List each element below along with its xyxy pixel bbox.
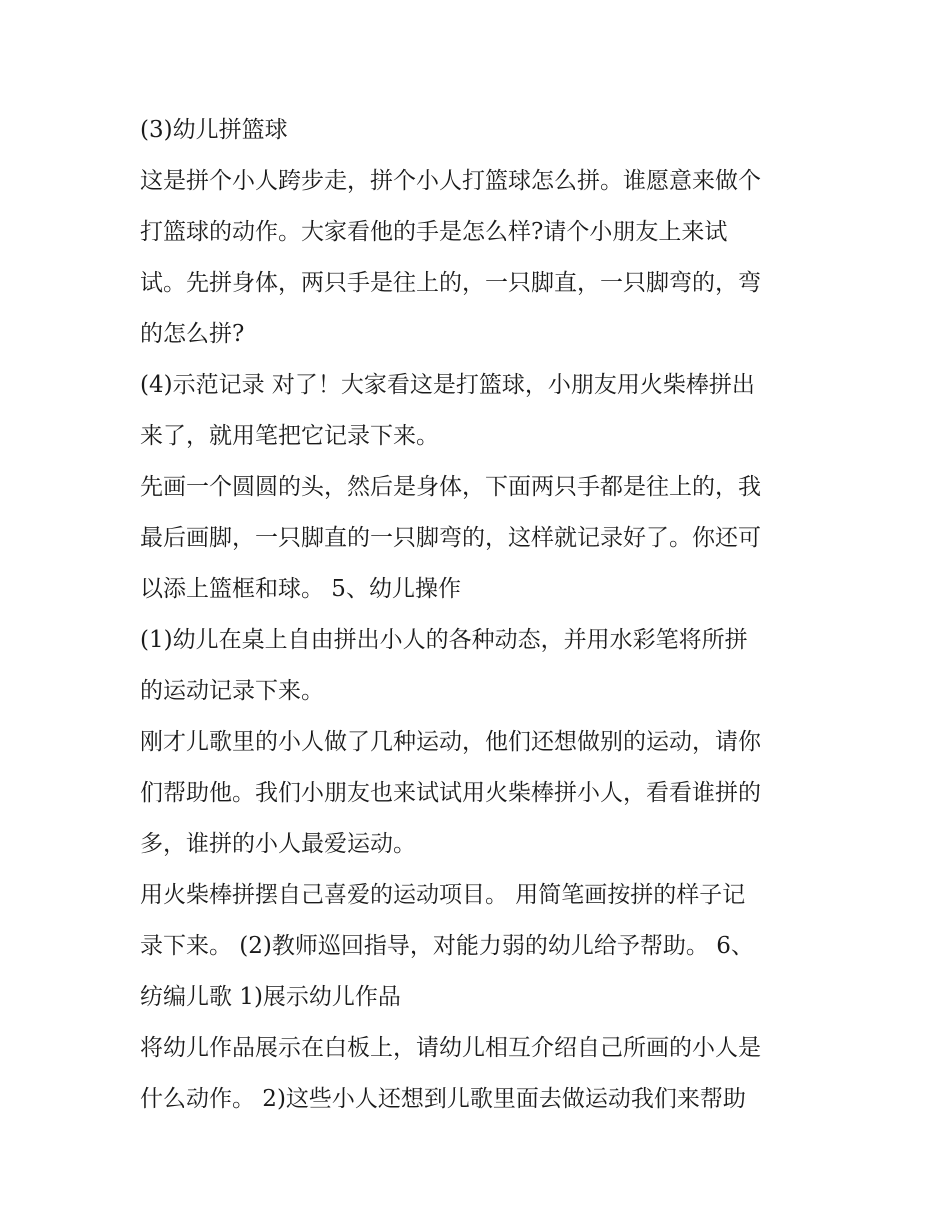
text-line: 打篮球的动作。大家看他的手是怎么样?请个小朋友上来试 <box>140 219 728 245</box>
text-line: 来了，就用笔把它记录下来。 <box>140 423 439 449</box>
text-line: 用火柴棒拼摆自己喜爱的运动项目。 用简笔画按拼的样子记 <box>140 882 746 908</box>
text-line: 先画一个圆圆的头，然后是身体，下面两只手都是往上的，我 <box>140 474 761 500</box>
text-line: (1)幼儿在桌上自由拼出小人的各种动态，并用水彩笔将所拼 <box>140 627 748 653</box>
text-line: 纺编儿歌 1)展示幼儿作品 <box>140 984 401 1010</box>
text-line: 的怎么拼? <box>140 321 245 347</box>
text-line: 将幼儿作品展示在白板上，请幼儿相互介绍自己所画的小人是 <box>140 1035 761 1061</box>
text-line: 多，谁拼的小人最爱运动。 <box>140 831 416 857</box>
text-line: (4)示范记录 对了！大家看这是打篮球，小朋友用火柴棒拼出 <box>140 372 755 398</box>
text-line: (3)幼儿拼篮球 <box>140 117 288 143</box>
text-line: 刚才儿歌里的小人做了几种运动，他们还想做别的运动，请你 <box>140 729 761 755</box>
text-line: 们帮助他。我们小朋友也来试试用火柴棒拼小人，看看谁拼的 <box>140 780 761 806</box>
text-line: 以添上篮框和球。 5、幼儿操作 <box>140 576 461 602</box>
text-line: 什么动作。 2)这些小人还想到儿歌里面去做运动我们来帮助 <box>140 1086 746 1112</box>
text-line: 录下来。 (2)教师巡回指导，对能力弱的幼儿给予帮助。 6、 <box>140 933 754 959</box>
text-line: 这是拼个小人跨步走，拼个小人打篮球怎么拼。谁愿意来做个 <box>140 168 761 194</box>
document-body <box>140 105 820 1125</box>
text-line: 的运动记录下来。 <box>140 678 324 704</box>
text-line: 试。先拼身体，两只手是往上的，一只脚直，一只脚弯的，弯 <box>140 270 761 296</box>
text-line: 最后画脚，一只脚直的一只脚弯的，这样就记录好了。你还可 <box>140 525 761 551</box>
